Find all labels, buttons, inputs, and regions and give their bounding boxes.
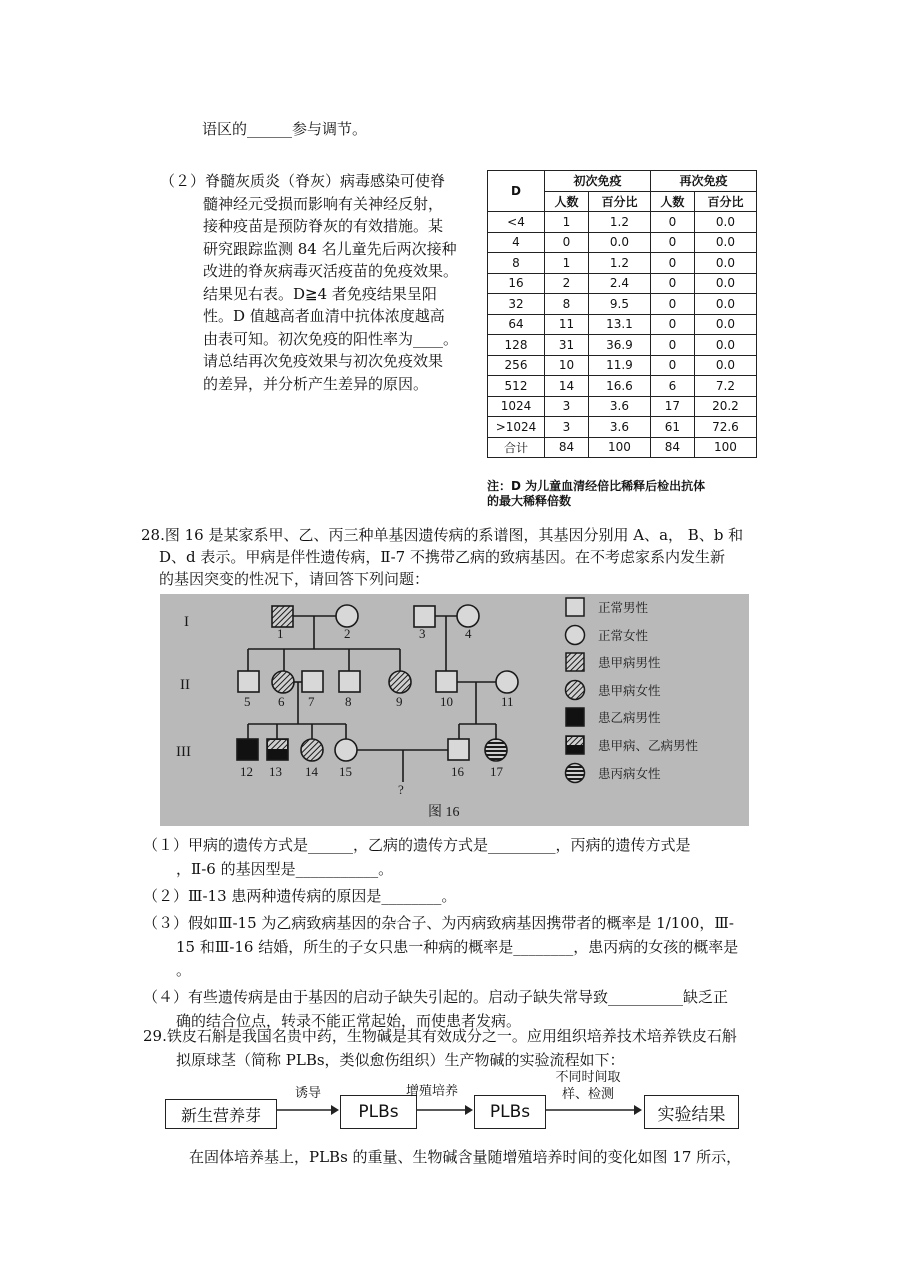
q2-line: 改进的脊灰病毒灭活疫苗的免疫效果。 bbox=[203, 262, 459, 280]
immunization-table bbox=[487, 170, 757, 458]
legend-label: 正常女性 bbox=[598, 628, 649, 643]
generation-label: III bbox=[176, 744, 191, 760]
table-cell: 8 bbox=[488, 253, 545, 274]
q28-sub1-line2: ，Ⅱ-6 的基因型是___________。 bbox=[176, 860, 394, 878]
q28-sub3-line1: （３）假如Ⅲ-15 为乙病致病基因的杂合子、为丙病致病基因携带者的概率是 1/100，Ⅲ- bbox=[143, 914, 734, 932]
q28-line: 28.图 16 是某家系甲、乙、丙三种单基因遗传病的系谱图，其基因分别用 A、a， B、b 和 bbox=[141, 526, 744, 544]
table-cell: 0 bbox=[650, 355, 694, 376]
table-cell: 11 bbox=[545, 314, 589, 335]
table-subheader: 人数 bbox=[650, 191, 694, 212]
affected-female-c-17 bbox=[485, 739, 507, 761]
person-number: 16 bbox=[451, 764, 464, 779]
table-cell: 0 bbox=[650, 294, 694, 315]
affected-male-a-1 bbox=[272, 606, 293, 627]
table-row bbox=[488, 396, 757, 417]
normal-male-3 bbox=[414, 606, 435, 627]
normal-male-16 bbox=[448, 739, 469, 760]
normal-female-11 bbox=[496, 671, 518, 693]
table-row bbox=[488, 253, 757, 274]
arrow-right-icon bbox=[277, 1103, 339, 1117]
table-cell: 36.9 bbox=[588, 335, 650, 356]
flow-arrow-label: 诱导 bbox=[294, 1086, 321, 1101]
table-cell: 31 bbox=[545, 335, 589, 356]
q28-sub1-line1: （１）甲病的遗传方式是______，乙病的遗传方式是_________，丙病的遗传方式是 bbox=[143, 836, 691, 854]
table-cell: 2 bbox=[545, 273, 589, 294]
table-header-second: 再次免疫 bbox=[650, 171, 756, 192]
arrow-right-icon bbox=[417, 1103, 473, 1117]
table-cell: 32 bbox=[488, 294, 545, 315]
table-cell: 0.0 bbox=[694, 314, 756, 335]
person-number: 2 bbox=[344, 626, 351, 641]
pedigree-figure bbox=[160, 594, 749, 826]
flow-arrow-label: 增殖培养 bbox=[405, 1084, 458, 1099]
table-cell: 2.4 bbox=[588, 273, 650, 294]
table-cell: 0 bbox=[650, 212, 694, 233]
q28-sub2-line: （２）Ⅲ-13 患两种遗传病的原因是________。 bbox=[143, 887, 457, 905]
affected-female-a-9 bbox=[389, 671, 411, 693]
q28-sub4-line1: （４）有些遗传病是由于基因的启动子缺失引起的。启动子缺失常导致__________缺乏正 bbox=[143, 988, 729, 1006]
flow-arrow-label bbox=[543, 1069, 633, 1103]
table-row bbox=[488, 273, 757, 294]
legend-affected-male-b-icon bbox=[566, 708, 584, 726]
table-cell: 61 bbox=[650, 417, 694, 438]
legend-affected-male-ab-hatch bbox=[567, 737, 583, 745]
normal-male-5 bbox=[238, 671, 259, 692]
q2-line: 髓神经元受损而影响有关神经反射， bbox=[203, 194, 444, 213]
table-cell: 100 bbox=[694, 437, 756, 458]
normal-female-4 bbox=[457, 605, 479, 627]
person-number: 10 bbox=[440, 694, 453, 709]
flow-diagram bbox=[165, 1070, 765, 1135]
normal-female-2 bbox=[336, 605, 358, 627]
q28-subquestions bbox=[143, 834, 738, 1032]
legend-label: 患甲病、乙病男性 bbox=[598, 738, 699, 753]
table-row bbox=[488, 314, 757, 335]
table-cell: 0.0 bbox=[694, 232, 756, 253]
table-cell: 6 bbox=[650, 376, 694, 397]
table-cell: 3.6 bbox=[588, 417, 650, 438]
table-cell: 0 bbox=[650, 232, 694, 253]
table-note-line: 注：D 为儿童血清经倍比稀释后检出抗体 bbox=[487, 479, 706, 493]
flow-arrow-label-line: 不同时间取 bbox=[555, 1070, 621, 1085]
table-cell: 0.0 bbox=[694, 273, 756, 294]
table-cell: 0 bbox=[650, 335, 694, 356]
legend-affected-female-a-icon bbox=[566, 681, 585, 700]
table-row bbox=[488, 437, 757, 458]
person-number: 12 bbox=[240, 764, 253, 779]
table-row bbox=[488, 294, 757, 315]
legend-label: 患甲病女性 bbox=[598, 683, 661, 698]
q2-line: 结果见右表。D≧4 者免疫结果呈阳 bbox=[203, 284, 437, 303]
table-cell: 0.0 bbox=[694, 335, 756, 356]
table-cell: 72.6 bbox=[694, 417, 756, 438]
legend-affected-male-a-icon bbox=[566, 653, 584, 671]
q29-line: 拟原球茎（简称 PLBs，类似愈伤组织）生产物碱的实验流程如下： bbox=[176, 1051, 625, 1069]
table-cell: <4 bbox=[488, 212, 545, 233]
table-cell: 100 bbox=[588, 437, 650, 458]
table-cell: 256 bbox=[488, 355, 545, 376]
q2-line: 请总结再次免疫效果与初次免疫效果 bbox=[203, 352, 444, 370]
pedigree-numbers bbox=[240, 626, 514, 797]
table-cell: 9.5 bbox=[588, 294, 650, 315]
q2-line: 接种疫苗是预防脊灰的有效措施。某 bbox=[203, 217, 444, 235]
q29-line: 29.铁皮石斛是我国名贵中药，生物碱是其有效成分之一。应用组织培养技术培养铁皮石斛 bbox=[143, 1027, 737, 1045]
top-line: 语区的______参与调节。 bbox=[202, 120, 368, 138]
normal-male-10 bbox=[436, 671, 457, 692]
table-row bbox=[488, 417, 757, 438]
table-cell: 0.0 bbox=[694, 212, 756, 233]
generation-label: I bbox=[184, 614, 189, 630]
table-cell: 0 bbox=[650, 253, 694, 274]
pedigree-svg bbox=[160, 594, 749, 826]
table-cell: 0.0 bbox=[694, 355, 756, 376]
q2-line: 的差异，并分析产生差异的原因。 bbox=[203, 374, 429, 393]
table-cell: 1 bbox=[545, 212, 589, 233]
pedigree-legend bbox=[566, 598, 585, 783]
table-cell: 0 bbox=[650, 314, 694, 335]
q28-line: 的基因突变的性况下，请回答下列问题： bbox=[159, 570, 430, 588]
flow-box-plbs: PLBs bbox=[340, 1095, 417, 1129]
affected-female-a-14 bbox=[301, 739, 323, 761]
normal-female-15 bbox=[335, 739, 357, 761]
flow-box-result: 实验结果 bbox=[644, 1095, 739, 1129]
table-subheader: 百分比 bbox=[694, 191, 756, 212]
person-number: 15 bbox=[339, 764, 352, 779]
generation-label: II bbox=[180, 677, 190, 693]
table-cell: 1024 bbox=[488, 396, 545, 417]
table-cell: 3 bbox=[545, 417, 589, 438]
person-number: 17 bbox=[490, 764, 503, 779]
table-cell: 20.2 bbox=[694, 396, 756, 417]
normal-male-7 bbox=[302, 671, 323, 692]
q28-sub3-line2: 15 和Ⅲ-16 结婚，所生的子女只患一种病的概率是________，患丙病的女孩的概率是 bbox=[176, 938, 739, 956]
q28-sub3-line3: 。 bbox=[176, 961, 192, 979]
table-cell: 1.2 bbox=[588, 253, 650, 274]
q28-line: D、d 表示。甲病是伴性遗传病，Ⅱ-7 不携带乙病的致病基因。在不考虑家系内发生新 bbox=[159, 548, 725, 566]
table-cell: 13.1 bbox=[588, 314, 650, 335]
table-cell: 0.0 bbox=[694, 253, 756, 274]
legend-normal-female-icon bbox=[566, 626, 585, 645]
table-cell: 512 bbox=[488, 376, 545, 397]
affected-female-a-6 bbox=[272, 671, 294, 693]
table-cell: 1 bbox=[545, 253, 589, 274]
flow-box-start: 新生营养芽 bbox=[165, 1099, 277, 1129]
legend-affected-female-c-icon bbox=[566, 764, 585, 783]
unknown-offspring-mark: ? bbox=[398, 782, 404, 797]
table-cell: 11.9 bbox=[588, 355, 650, 376]
person-number: 13 bbox=[269, 764, 282, 779]
table-cell: 合计 bbox=[488, 437, 545, 458]
table-row bbox=[488, 232, 757, 253]
q2-line: （２）脊髓灰质炎（脊灰）病毒感染可使脊 bbox=[160, 172, 446, 190]
table-row bbox=[488, 376, 757, 397]
table-cell: 8 bbox=[545, 294, 589, 315]
legend-label: 患丙病女性 bbox=[598, 766, 661, 781]
table-cell: 84 bbox=[545, 437, 589, 458]
table-header-d: D bbox=[488, 171, 545, 212]
table-cell: 0 bbox=[650, 273, 694, 294]
table-cell: 3.6 bbox=[588, 396, 650, 417]
table-cell: 3 bbox=[545, 396, 589, 417]
flow-arrow-label-line: 样、检测 bbox=[561, 1087, 614, 1102]
person-number: 7 bbox=[308, 694, 315, 709]
person-number: 8 bbox=[345, 694, 352, 709]
table-cell: 84 bbox=[650, 437, 694, 458]
normal-male-8 bbox=[339, 671, 360, 692]
table-row bbox=[488, 212, 757, 233]
person-number: 3 bbox=[419, 626, 426, 641]
arrow-right-icon bbox=[546, 1103, 642, 1117]
q2-line: 性。D 值越高者血清中抗体浓度越高 bbox=[203, 307, 445, 325]
legend-label: 正常男性 bbox=[598, 600, 649, 615]
affected-male-ab-13-hatch bbox=[268, 740, 287, 749]
table-note bbox=[487, 479, 705, 509]
table-cell: 0.0 bbox=[694, 294, 756, 315]
table-cell: 16.6 bbox=[588, 376, 650, 397]
bottom-line: 在固体培养基上，PLBs 的重量、生物碱含量随增殖培养时间的变化如图 17 所示， bbox=[189, 1148, 742, 1166]
table-cell: 128 bbox=[488, 335, 545, 356]
table-row bbox=[488, 335, 757, 356]
legend-label: 患乙病男性 bbox=[598, 710, 661, 725]
table-cell: 64 bbox=[488, 314, 545, 335]
person-number: 6 bbox=[278, 694, 285, 709]
person-number: 9 bbox=[396, 694, 403, 709]
table-cell: 14 bbox=[545, 376, 589, 397]
table-cell: 7.2 bbox=[694, 376, 756, 397]
table-row bbox=[488, 355, 757, 376]
table-cell: 0 bbox=[545, 232, 589, 253]
table-cell: 16 bbox=[488, 273, 545, 294]
table-cell: 0.0 bbox=[588, 232, 650, 253]
person-number: 5 bbox=[244, 694, 251, 709]
person-number: 11 bbox=[501, 694, 514, 709]
table-cell: 10 bbox=[545, 355, 589, 376]
q28-stem bbox=[141, 524, 743, 590]
legend-labels bbox=[598, 600, 699, 781]
q2-paragraph bbox=[160, 170, 458, 395]
table-cell: >1024 bbox=[488, 417, 545, 438]
table-cell: 4 bbox=[488, 232, 545, 253]
table-subheader: 人数 bbox=[545, 191, 589, 212]
table-header-first: 初次免疫 bbox=[545, 171, 651, 192]
q2-line: 由表可知。初次免疫的阳性率为____。 bbox=[203, 329, 459, 348]
legend-label: 患甲病男性 bbox=[598, 655, 661, 670]
flow-box-plbs: PLBs bbox=[474, 1095, 546, 1129]
figure-caption: 图 16 bbox=[428, 805, 460, 820]
affected-male-b-12 bbox=[237, 739, 258, 760]
table-subheader: 百分比 bbox=[588, 191, 650, 212]
q2-line: 研究跟踪监测 84 名儿童先后两次接种 bbox=[203, 239, 457, 258]
table-cell: 17 bbox=[650, 396, 694, 417]
q29-stem bbox=[143, 1025, 737, 1071]
person-number: 4 bbox=[465, 626, 472, 641]
legend-normal-male-icon bbox=[566, 598, 584, 616]
q28-sub4-line2: 确的结合位点，转录不能正常起始，而使患者发病。 bbox=[176, 1012, 522, 1030]
table-cell: 1.2 bbox=[588, 212, 650, 233]
table-note-line: 的最大稀释倍数 bbox=[487, 494, 572, 508]
person-number: 14 bbox=[305, 764, 318, 779]
person-number: 1 bbox=[277, 626, 284, 641]
